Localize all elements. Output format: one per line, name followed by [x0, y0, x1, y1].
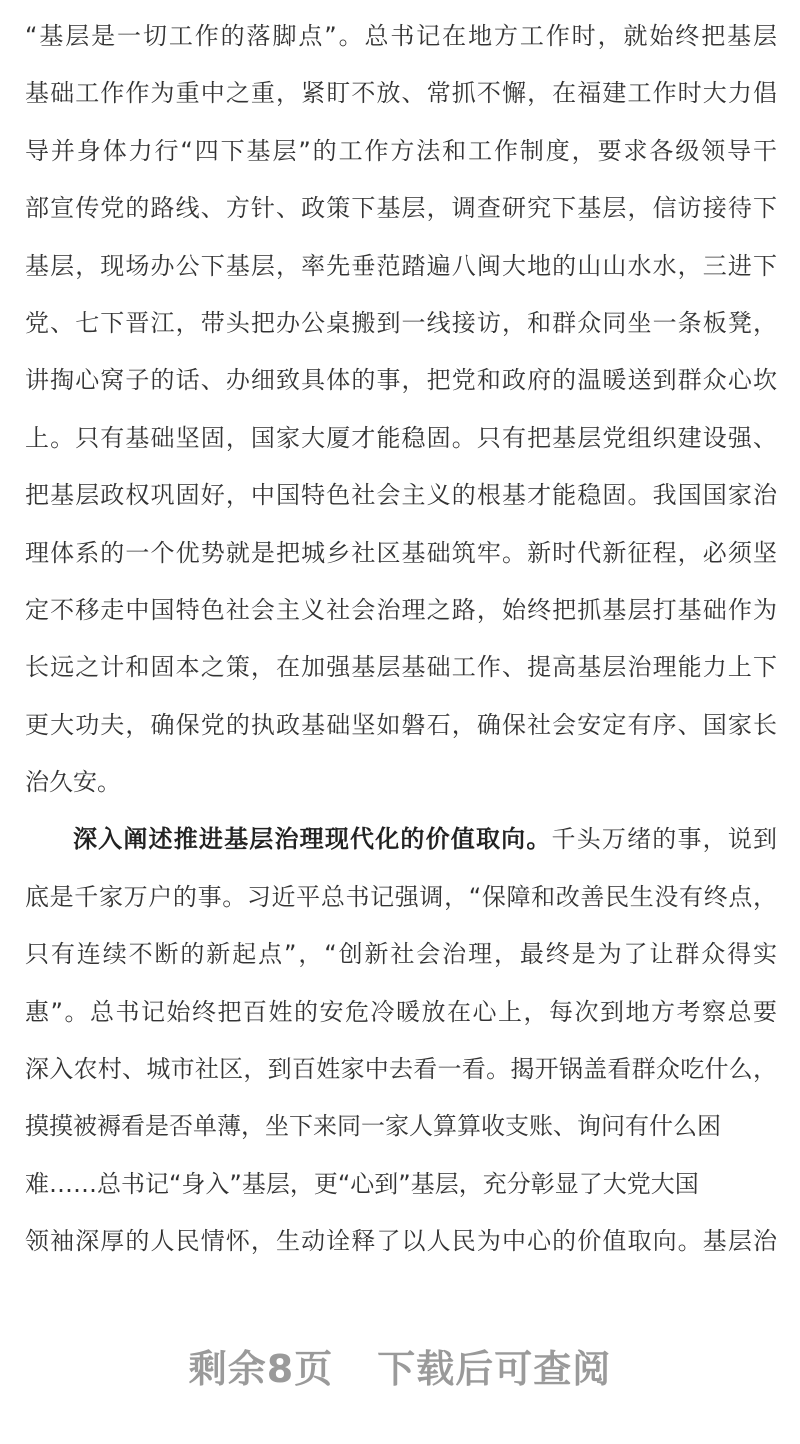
text-line: 只有连续不断的新起点”，“创新社会治理，最终是为了让群众得实 — [25, 940, 777, 969]
text-line: 讲掏心窝子的话、办细致具体的事，把党和政府的温暖送到群众心坎 — [25, 366, 777, 395]
text-line: 领袖深厚的人民情怀，生动诠释了以人民为中心的价值取向。基层治 — [25, 1227, 777, 1256]
text-line: “基层是一切工作的落脚点”。总书记在地方工作时，就始终把基层 — [25, 22, 777, 50]
text-line: 更大功夫，确保党的执政基础坚如磐石，确保社会安定有序、国家长 — [25, 710, 777, 739]
paragraph-2 — [25, 811, 777, 1270]
document-body — [25, 8, 777, 1271]
text-line: 党、七下晋江，带头把办公桌搬到一线接访，和群众同坐一条板凳， — [25, 308, 777, 337]
text-line: 治久安。 — [25, 768, 121, 797]
text-line: 底是千家万户的事。习近平总书记强调，“保障和改善民生没有终点， — [25, 882, 777, 911]
download-prompt[interactable] — [0, 1338, 800, 1393]
text-line: 惠”。总书记始终把百姓的安危冷暖放在心上，每次到地方考察总要 — [25, 997, 777, 1026]
download-to-view-label[interactable]: 下载后可查阅 — [377, 1347, 612, 1391]
text-line: 基层，现场办公下基层，率先垂范踏遍八闽大地的山山水水，三进下 — [25, 251, 777, 280]
text-span: 千头万绪的事，说到 — [551, 825, 777, 854]
text-line: 长远之计和固本之策，在加强基层基础工作、提高基层治理能力上下 — [25, 653, 777, 682]
text-line: 上。只有基础坚固，国家大厦才能稳固。只有把基层党组织建设强、 — [25, 423, 777, 452]
text-line: 部宣传党的路线、方针、政策下基层，调查研究下基层，信访接待下 — [25, 194, 777, 223]
text-line: 定不移走中国特色社会主义社会治理之路，始终把抓基层打基础作为 — [25, 595, 777, 624]
paragraph-1 — [25, 8, 777, 811]
section-heading: 深入阐述推进基层治理现代化的价值取向。 — [73, 825, 552, 854]
text-line: 导并身体力行“四下基层”的工作方法和工作制度，要求各级领导干 — [25, 136, 777, 165]
text-line: 理体系的一个优势就是把城乡社区基础筑牢。新时代新征程，必须坚 — [25, 538, 777, 567]
text-line: 把基层政权巩固好，中国特色社会主义的根基才能稳固。我国国家治 — [25, 481, 777, 510]
text-line: 基础工作作为重中之重，紧盯不放、常抓不懈，在福建工作时大力倡 — [25, 79, 777, 108]
text-line: 深入农村、城市社区，到百姓家中去看一看。揭开锅盖看群众吃什么， — [25, 1055, 777, 1084]
text-line: 难……总书记“身入”基层，更“心到”基层，充分彰显了大党大国 — [25, 1169, 699, 1198]
text-line — [25, 811, 777, 868]
text-line: 摸摸被褥看是否单薄，坐下来同一家人算算收支账、询问有什么困 — [25, 1112, 721, 1141]
remaining-pages-label: 剩余8页 — [188, 1347, 334, 1391]
